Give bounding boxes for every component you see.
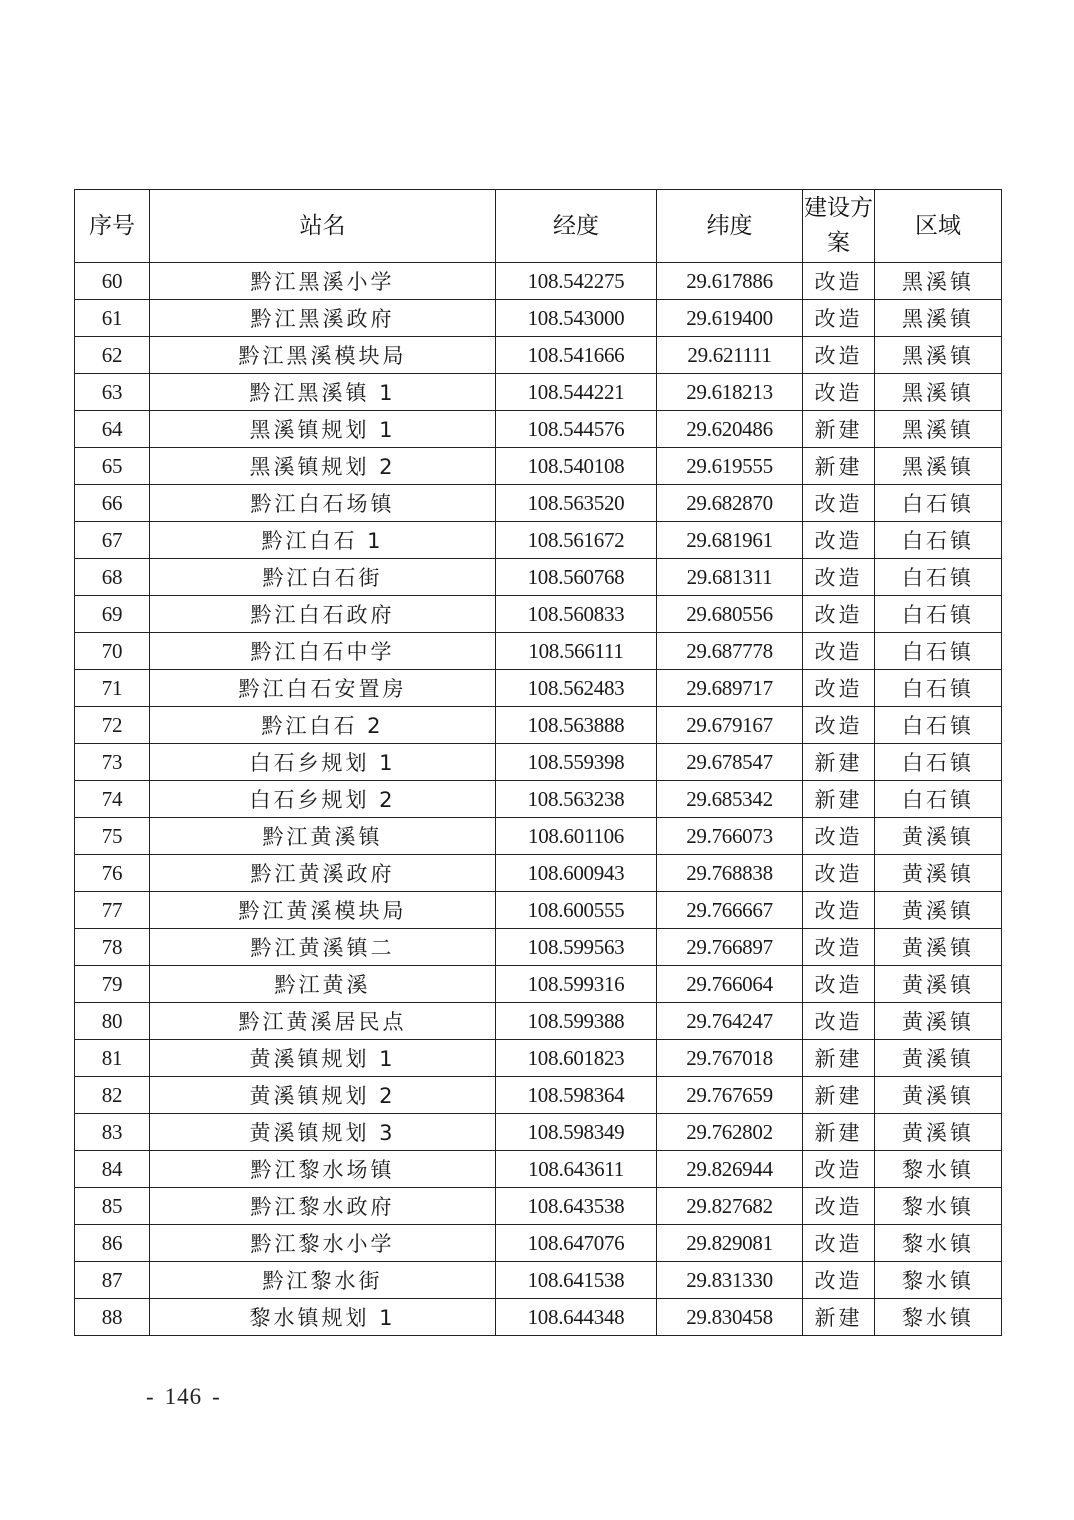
cell-latitude: 29.766064 <box>657 966 803 1003</box>
cell-plan: 改造 <box>803 1188 875 1225</box>
cell-index: 85 <box>75 1188 150 1225</box>
cell-station-name: 白石乡规划 1 <box>150 744 496 781</box>
table-row <box>75 337 1002 374</box>
header-name: 站名 <box>150 190 496 263</box>
cell-index: 64 <box>75 411 150 448</box>
cell-latitude: 29.766667 <box>657 892 803 929</box>
cell-index: 77 <box>75 892 150 929</box>
cell-station-name: 黔江黄溪 <box>150 966 496 1003</box>
table-row <box>75 929 1002 966</box>
page-number <box>136 1384 231 1410</box>
cell-station-name: 黔江黄溪居民点 <box>150 1003 496 1040</box>
cell-index: 88 <box>75 1299 150 1336</box>
cell-station-name: 黑溪镇规划 1 <box>150 411 496 448</box>
cell-station-name: 黔江黄溪政府 <box>150 855 496 892</box>
page-number-dash-right: - <box>212 1384 221 1409</box>
header-plan: 建设方案 <box>803 190 875 263</box>
cell-station-name: 黔江黑溪镇 1 <box>150 374 496 411</box>
cell-index: 69 <box>75 596 150 633</box>
cell-plan: 改造 <box>803 374 875 411</box>
cell-plan: 新建 <box>803 411 875 448</box>
table-row <box>75 300 1002 337</box>
cell-longitude: 108.601106 <box>496 818 657 855</box>
cell-station-name: 黔江黑溪小学 <box>150 263 496 300</box>
cell-area: 黎水镇 <box>875 1299 1002 1336</box>
cell-latitude: 29.680556 <box>657 596 803 633</box>
cell-area: 黎水镇 <box>875 1262 1002 1299</box>
cell-station-name: 黔江白石场镇 <box>150 485 496 522</box>
cell-plan: 改造 <box>803 633 875 670</box>
cell-station-name: 黄溪镇规划 2 <box>150 1077 496 1114</box>
cell-station-name: 黄溪镇规划 3 <box>150 1114 496 1151</box>
header-area: 区域 <box>875 190 1002 263</box>
cell-latitude: 29.678547 <box>657 744 803 781</box>
cell-area: 黄溪镇 <box>875 929 1002 966</box>
cell-longitude: 108.600555 <box>496 892 657 929</box>
cell-index: 74 <box>75 781 150 818</box>
cell-plan: 新建 <box>803 448 875 485</box>
cell-plan: 改造 <box>803 670 875 707</box>
cell-plan: 新建 <box>803 1299 875 1336</box>
cell-station-name: 黔江白石 2 <box>150 707 496 744</box>
cell-plan: 新建 <box>803 1040 875 1077</box>
cell-latitude: 29.620486 <box>657 411 803 448</box>
cell-longitude: 108.643611 <box>496 1151 657 1188</box>
cell-longitude: 108.542275 <box>496 263 657 300</box>
cell-index: 87 <box>75 1262 150 1299</box>
cell-plan: 改造 <box>803 1225 875 1262</box>
cell-plan: 新建 <box>803 1077 875 1114</box>
cell-index: 76 <box>75 855 150 892</box>
cell-longitude: 108.599563 <box>496 929 657 966</box>
table-row <box>75 485 1002 522</box>
cell-longitude: 108.543000 <box>496 300 657 337</box>
cell-index: 70 <box>75 633 150 670</box>
cell-latitude: 29.827682 <box>657 1188 803 1225</box>
cell-station-name: 黔江白石中学 <box>150 633 496 670</box>
cell-plan: 改造 <box>803 818 875 855</box>
cell-area: 黄溪镇 <box>875 966 1002 1003</box>
cell-longitude: 108.559398 <box>496 744 657 781</box>
cell-index: 71 <box>75 670 150 707</box>
table-row <box>75 1188 1002 1225</box>
cell-station-name: 白石乡规划 2 <box>150 781 496 818</box>
cell-area: 白石镇 <box>875 485 1002 522</box>
cell-latitude: 29.687778 <box>657 633 803 670</box>
cell-latitude: 29.766897 <box>657 929 803 966</box>
cell-plan: 改造 <box>803 337 875 374</box>
cell-area: 黄溪镇 <box>875 1077 1002 1114</box>
cell-area: 黄溪镇 <box>875 892 1002 929</box>
cell-latitude: 29.766073 <box>657 818 803 855</box>
cell-longitude: 108.561672 <box>496 522 657 559</box>
cell-longitude: 108.599316 <box>496 966 657 1003</box>
cell-area: 黑溪镇 <box>875 448 1002 485</box>
cell-index: 66 <box>75 485 150 522</box>
table-row <box>75 892 1002 929</box>
table-row <box>75 263 1002 300</box>
cell-plan: 改造 <box>803 855 875 892</box>
cell-index: 73 <box>75 744 150 781</box>
cell-index: 79 <box>75 966 150 1003</box>
cell-latitude: 29.681311 <box>657 559 803 596</box>
cell-area: 黑溪镇 <box>875 374 1002 411</box>
cell-longitude: 108.562483 <box>496 670 657 707</box>
cell-latitude: 29.682870 <box>657 485 803 522</box>
cell-latitude: 29.768838 <box>657 855 803 892</box>
table-body <box>75 263 1002 1336</box>
table-row <box>75 411 1002 448</box>
table-header <box>75 190 1002 263</box>
cell-index: 84 <box>75 1151 150 1188</box>
cell-area: 黄溪镇 <box>875 1040 1002 1077</box>
cell-longitude: 108.560768 <box>496 559 657 596</box>
table-row <box>75 1225 1002 1262</box>
cell-station-name: 黔江黎水街 <box>150 1262 496 1299</box>
table-row <box>75 1262 1002 1299</box>
table-row <box>75 1003 1002 1040</box>
cell-longitude: 108.544221 <box>496 374 657 411</box>
cell-latitude: 29.685342 <box>657 781 803 818</box>
cell-area: 白石镇 <box>875 522 1002 559</box>
cell-latitude: 29.619555 <box>657 448 803 485</box>
cell-area: 黄溪镇 <box>875 855 1002 892</box>
cell-plan: 改造 <box>803 707 875 744</box>
table-row <box>75 781 1002 818</box>
cell-longitude: 108.540108 <box>496 448 657 485</box>
header-latitude: 纬度 <box>657 190 803 263</box>
table-row <box>75 1077 1002 1114</box>
cell-longitude: 108.643538 <box>496 1188 657 1225</box>
cell-index: 83 <box>75 1114 150 1151</box>
cell-index: 65 <box>75 448 150 485</box>
cell-longitude: 108.563888 <box>496 707 657 744</box>
cell-area: 黑溪镇 <box>875 337 1002 374</box>
cell-latitude: 29.621111 <box>657 337 803 374</box>
cell-longitude: 108.647076 <box>496 1225 657 1262</box>
cell-latitude: 29.826944 <box>657 1151 803 1188</box>
cell-index: 60 <box>75 263 150 300</box>
cell-station-name: 黔江白石街 <box>150 559 496 596</box>
table-row <box>75 855 1002 892</box>
cell-latitude: 29.767659 <box>657 1077 803 1114</box>
cell-index: 61 <box>75 300 150 337</box>
cell-latitude: 29.619400 <box>657 300 803 337</box>
page-number-dash-left: - <box>146 1384 155 1409</box>
cell-latitude: 29.764247 <box>657 1003 803 1040</box>
cell-longitude: 108.566111 <box>496 633 657 670</box>
cell-plan: 改造 <box>803 966 875 1003</box>
cell-area: 白石镇 <box>875 781 1002 818</box>
station-table <box>74 189 1002 1336</box>
cell-area: 黑溪镇 <box>875 263 1002 300</box>
table-row <box>75 1299 1002 1336</box>
cell-plan: 改造 <box>803 522 875 559</box>
table-row <box>75 596 1002 633</box>
cell-latitude: 29.689717 <box>657 670 803 707</box>
cell-station-name: 黔江白石 1 <box>150 522 496 559</box>
table-row <box>75 818 1002 855</box>
cell-area: 黄溪镇 <box>875 1003 1002 1040</box>
cell-station-name: 黔江白石安置房 <box>150 670 496 707</box>
cell-latitude: 29.617886 <box>657 263 803 300</box>
cell-index: 81 <box>75 1040 150 1077</box>
cell-longitude: 108.599388 <box>496 1003 657 1040</box>
table-row <box>75 374 1002 411</box>
cell-area: 黄溪镇 <box>875 1114 1002 1151</box>
table-row <box>75 448 1002 485</box>
cell-plan: 新建 <box>803 781 875 818</box>
cell-index: 78 <box>75 929 150 966</box>
cell-area: 白石镇 <box>875 744 1002 781</box>
cell-station-name: 黔江黎水政府 <box>150 1188 496 1225</box>
table-row <box>75 522 1002 559</box>
cell-station-name: 黄溪镇规划 1 <box>150 1040 496 1077</box>
cell-station-name: 黔江黎水场镇 <box>150 1151 496 1188</box>
cell-plan: 改造 <box>803 263 875 300</box>
cell-station-name: 黔江白石政府 <box>150 596 496 633</box>
cell-index: 75 <box>75 818 150 855</box>
cell-station-name: 黎水镇规划 1 <box>150 1299 496 1336</box>
cell-plan: 改造 <box>803 559 875 596</box>
cell-area: 黎水镇 <box>875 1151 1002 1188</box>
header-longitude: 经度 <box>496 190 657 263</box>
cell-latitude: 29.831330 <box>657 1262 803 1299</box>
cell-longitude: 108.601823 <box>496 1040 657 1077</box>
cell-index: 62 <box>75 337 150 374</box>
page-number-value: 146 <box>164 1384 203 1409</box>
cell-plan: 新建 <box>803 1114 875 1151</box>
table-row <box>75 1114 1002 1151</box>
cell-area: 白石镇 <box>875 559 1002 596</box>
cell-area: 黑溪镇 <box>875 300 1002 337</box>
cell-plan: 改造 <box>803 1003 875 1040</box>
table-row <box>75 1151 1002 1188</box>
cell-index: 68 <box>75 559 150 596</box>
cell-station-name: 黔江黄溪模块局 <box>150 892 496 929</box>
cell-area: 白石镇 <box>875 707 1002 744</box>
table-row <box>75 744 1002 781</box>
cell-area: 黎水镇 <box>875 1188 1002 1225</box>
header-row <box>75 190 1002 263</box>
cell-area: 黑溪镇 <box>875 411 1002 448</box>
cell-index: 86 <box>75 1225 150 1262</box>
cell-station-name: 黔江黑溪模块局 <box>150 337 496 374</box>
cell-plan: 新建 <box>803 744 875 781</box>
cell-latitude: 29.681961 <box>657 522 803 559</box>
cell-longitude: 108.563238 <box>496 781 657 818</box>
cell-plan: 改造 <box>803 300 875 337</box>
cell-station-name: 黔江黄溪镇 <box>150 818 496 855</box>
cell-longitude: 108.600943 <box>496 855 657 892</box>
cell-index: 80 <box>75 1003 150 1040</box>
cell-area: 黎水镇 <box>875 1225 1002 1262</box>
cell-longitude: 108.598364 <box>496 1077 657 1114</box>
cell-latitude: 29.829081 <box>657 1225 803 1262</box>
cell-plan: 改造 <box>803 1262 875 1299</box>
cell-index: 82 <box>75 1077 150 1114</box>
table-row <box>75 966 1002 1003</box>
cell-longitude: 108.644348 <box>496 1299 657 1336</box>
cell-longitude: 108.560833 <box>496 596 657 633</box>
cell-area: 白石镇 <box>875 633 1002 670</box>
cell-area: 黄溪镇 <box>875 818 1002 855</box>
cell-plan: 改造 <box>803 929 875 966</box>
cell-station-name: 黑溪镇规划 2 <box>150 448 496 485</box>
cell-latitude: 29.767018 <box>657 1040 803 1077</box>
cell-index: 63 <box>75 374 150 411</box>
table-row <box>75 670 1002 707</box>
cell-plan: 改造 <box>803 485 875 522</box>
table-row <box>75 559 1002 596</box>
cell-longitude: 108.541666 <box>496 337 657 374</box>
cell-station-name: 黔江黎水小学 <box>150 1225 496 1262</box>
table-row <box>75 1040 1002 1077</box>
cell-latitude: 29.618213 <box>657 374 803 411</box>
cell-longitude: 108.544576 <box>496 411 657 448</box>
table-row <box>75 707 1002 744</box>
cell-area: 白石镇 <box>875 596 1002 633</box>
cell-latitude: 29.762802 <box>657 1114 803 1151</box>
cell-longitude: 108.598349 <box>496 1114 657 1151</box>
table-row <box>75 633 1002 670</box>
cell-index: 72 <box>75 707 150 744</box>
cell-plan: 改造 <box>803 596 875 633</box>
cell-index: 67 <box>75 522 150 559</box>
cell-longitude: 108.563520 <box>496 485 657 522</box>
cell-latitude: 29.679167 <box>657 707 803 744</box>
cell-longitude: 108.641538 <box>496 1262 657 1299</box>
cell-latitude: 29.830458 <box>657 1299 803 1336</box>
cell-station-name: 黔江黄溪镇二 <box>150 929 496 966</box>
cell-plan: 改造 <box>803 1151 875 1188</box>
cell-plan: 改造 <box>803 892 875 929</box>
cell-station-name: 黔江黑溪政府 <box>150 300 496 337</box>
header-index: 序号 <box>75 190 150 263</box>
cell-area: 白石镇 <box>875 670 1002 707</box>
